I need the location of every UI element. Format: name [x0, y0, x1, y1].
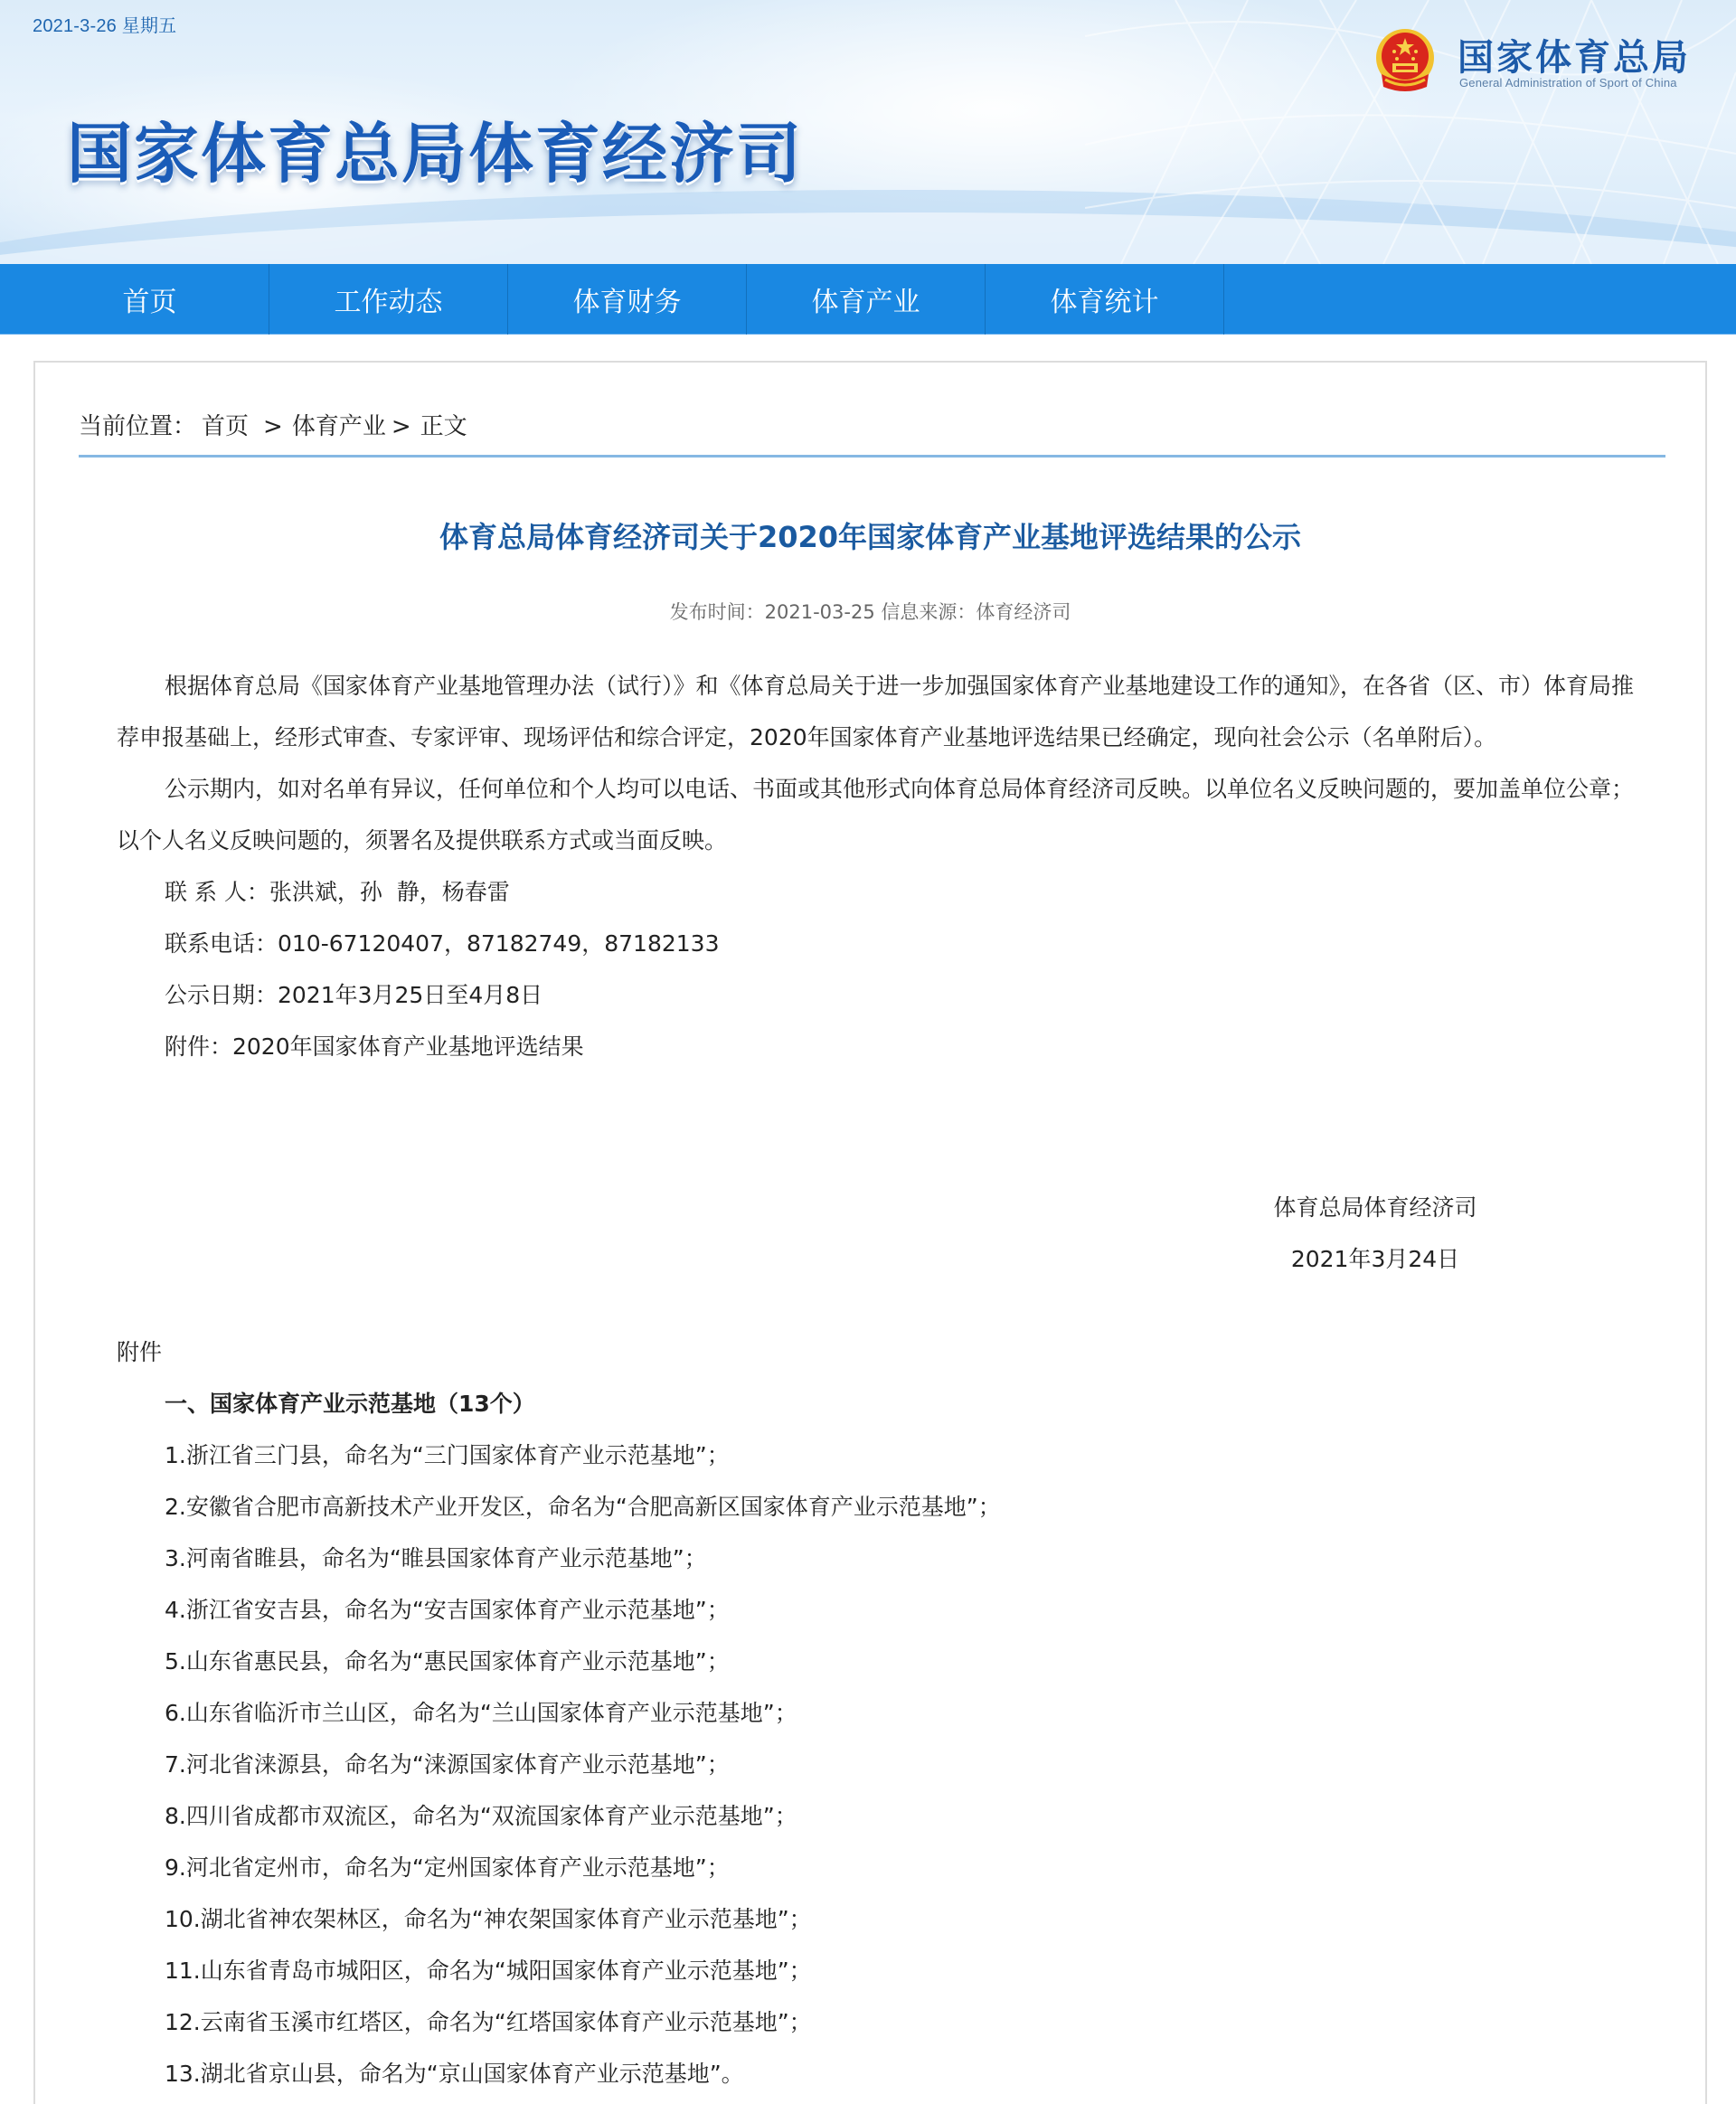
list-item: 9.河北省定州市，命名为“定州国家体育产业示范基地”；	[165, 1854, 730, 1881]
list-item: 8.四川省成都市双流区，命名为“双流国家体育产业示范基地”；	[165, 1803, 797, 1829]
nav-item-sports-finance[interactable]: 体育财务	[508, 264, 747, 335]
signature-block	[1267, 1182, 1484, 1285]
body-paragraph: 根据体育总局《国家体育产业基地管理办法（试行）》和《体育总局关于进一步加强国家体育产业基地建设工作的通知》，在各省（区、市）体育局推荐申报基础上，经形式审查、专家评审、现场评估和综合评定，2020年国家体育产业基地评选结果已经确定，现向社会公示（名单附后）。	[117, 673, 1635, 750]
header-banner	[0, 0, 1736, 264]
nav-item-home[interactable]: 首页	[0, 264, 269, 335]
attachment-section-heading: 一、国家体育产业示范基地（13个）	[165, 1391, 535, 1417]
breadcrumb-separator: >	[263, 413, 283, 440]
list-item: 7.河北省涞源县，命名为“涞源国家体育产业示范基地”；	[165, 1751, 730, 1778]
list-item: 1.浙江省三门县，命名为“三门国家体育产业示范基地”；	[165, 1442, 730, 1468]
list-item: 4.浙江省安吉县，命名为“安吉国家体育产业示范基地”；	[165, 1597, 730, 1623]
article-title: 体育总局体育经济司关于2020年国家体育产业基地评选结果的公示	[439, 520, 1302, 554]
national-emblem-icon	[1373, 27, 1438, 96]
article-meta: 发布时间：2021-03-25 信息来源：体育经济司	[669, 601, 1071, 623]
nav-item-sports-industry[interactable]: 体育产业	[747, 264, 986, 335]
breadcrumb-divider	[79, 455, 1665, 458]
current-date: 2021-3-26 星期五	[33, 16, 177, 36]
nav-item-sports-statistics[interactable]: 体育统计	[986, 264, 1224, 335]
breadcrumb-industry-link[interactable]: 体育产业	[291, 413, 386, 440]
nav-item-work-news[interactable]: 工作动态	[269, 264, 508, 335]
breadcrumb	[79, 408, 473, 441]
main-nav	[0, 264, 1736, 335]
signature-org: 体育总局体育经济司	[1273, 1194, 1477, 1221]
article-container	[33, 361, 1707, 2104]
breadcrumb-current: 正文	[420, 413, 467, 440]
contact-persons: 联 系 人：张洪斌，孙 静，杨春雷	[165, 879, 510, 905]
gov-logo-name-en: General Administration of Sport of China	[1459, 76, 1677, 90]
list-item: 3.河南省睢县，命名为“睢县国家体育产业示范基地”；	[165, 1545, 707, 1571]
list-item: 13.湖北省京山县，命名为“京山国家体育产业示范基地”。	[165, 2061, 744, 2087]
list-item: 11.山东省青岛市城阳区，命名为“城阳国家体育产业示范基地”；	[165, 1958, 812, 1984]
contact-phone: 联系电话：010-67120407，87182749，87182133	[165, 930, 720, 957]
signature-date: 2021年3月24日	[1290, 1246, 1460, 1272]
attachment-label: 附件	[117, 1339, 163, 1365]
list-item: 10.湖北省神农架林区，命名为“神农架国家体育产业示范基地”；	[165, 1906, 812, 1932]
list-item: 6.山东省临沂市兰山区，命名为“兰山国家体育产业示范基地”；	[165, 1700, 797, 1726]
notice-period: 公示日期：2021年3月25日至4月8日	[165, 982, 543, 1008]
list-item: 5.山东省惠民县，命名为“惠民国家体育产业示范基地”；	[165, 1648, 730, 1675]
breadcrumb-home-link[interactable]: 首页	[202, 413, 250, 440]
list-item: 12.云南省玉溪市红塔区，命名为“红塔国家体育产业示范基地”；	[165, 2009, 812, 2035]
breadcrumb-prefix: 当前位置：	[79, 413, 197, 440]
site-title: 国家体育总局体育经济司	[67, 116, 804, 192]
attachment-section	[117, 1326, 1654, 2099]
body-paragraph: 公示期内，如对名单有异议，任何单位和个人均可以电话、书面或其他形式向体育总局体育经济司反映。以单位名义反映问题的，要加盖单位公章；以个人名义反映问题的，须署名及提供联系方式或当面反映。	[117, 776, 1635, 854]
list-item: 2.安徽省合肥市高新技术产业开发区，命名为“合肥高新区国家体育产业示范基地”；	[165, 1494, 1001, 1520]
gov-logo-name: 国家体育总局	[1458, 37, 1691, 79]
breadcrumb-separator: >	[391, 413, 411, 440]
article-body	[117, 660, 1654, 1072]
attachment-note: 附件：2020年国家体育产业基地评选结果	[165, 1033, 584, 1060]
